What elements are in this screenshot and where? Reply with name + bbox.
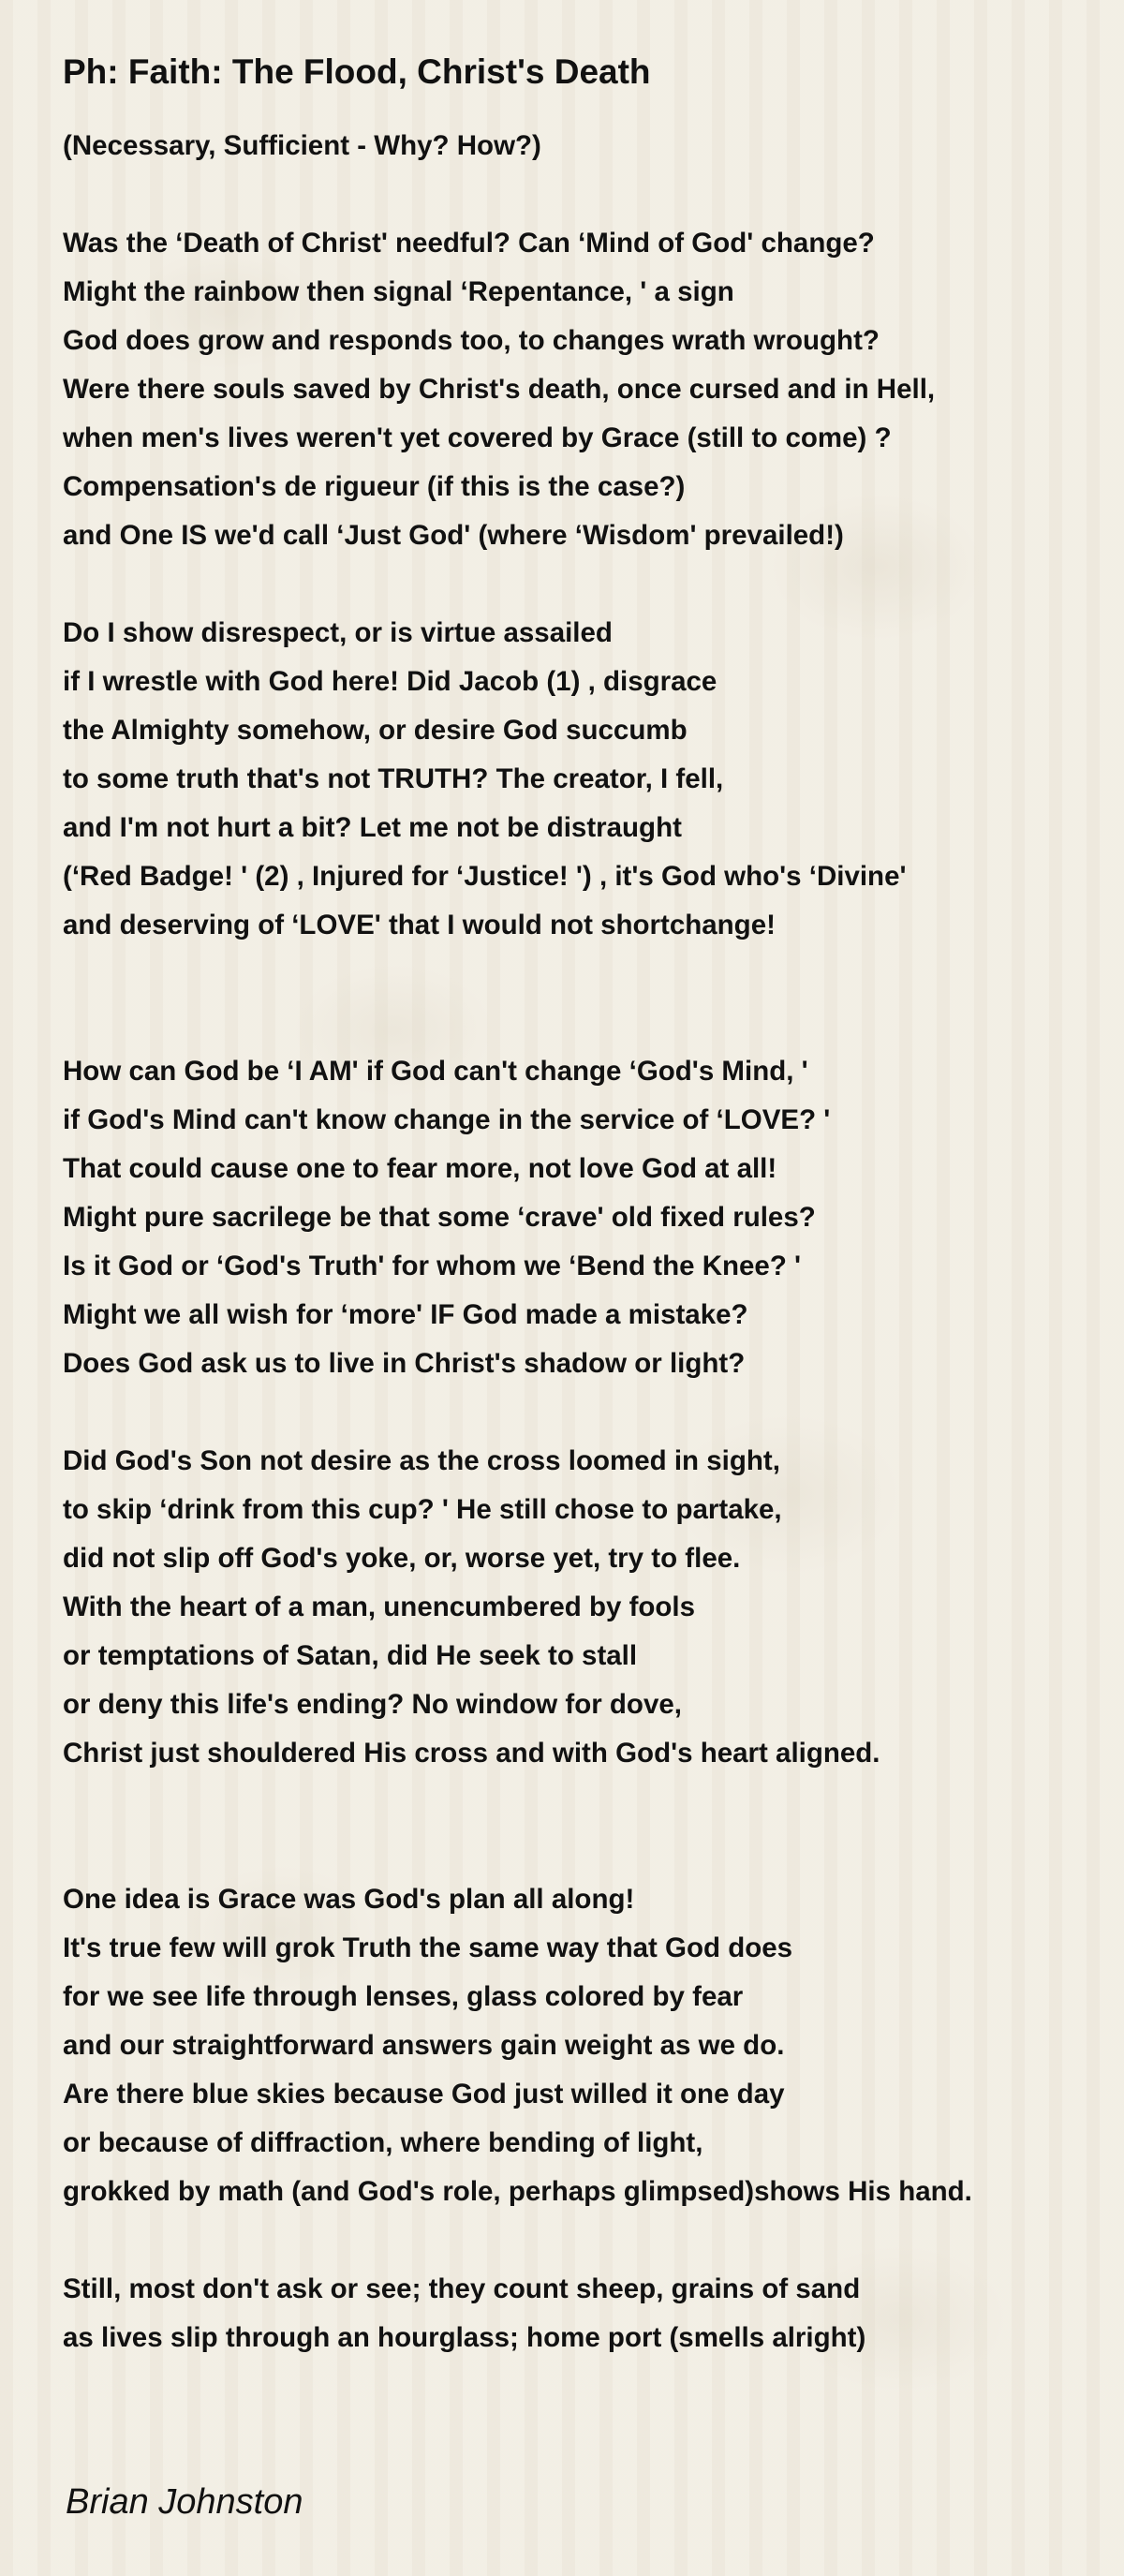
poem-line: Were there souls saved by Christ's death, once cursed and in Hell, bbox=[63, 374, 936, 405]
poem-line: Is it God or ‘God's Truth' for whom we ‘Bend the Knee? ' bbox=[63, 1251, 802, 1281]
poem-line: Might pure sacrilege be that some ‘crave' old fixed rules? bbox=[63, 1202, 816, 1233]
poem-line: or deny this life's ending? No window for dove, bbox=[63, 1689, 682, 1720]
stanza-break bbox=[63, 170, 1084, 219]
poem-page bbox=[63, 49, 1084, 2362]
poem-line: or temptations of Satan, did He seek to stall bbox=[63, 1640, 638, 1671]
poem-line: Do I show disrespect, or is virtue assailed bbox=[63, 617, 613, 648]
stanza-break bbox=[63, 950, 1084, 999]
poem-line: Might we all wish for ‘more' IF God made a mistake? bbox=[63, 1299, 748, 1330]
poem-line: Did God's Son not desire as the cross loomed in sight, bbox=[63, 1445, 780, 1476]
poem-line: How can God be ‘I AM' if God can't change ‘God's Mind, ' bbox=[63, 1056, 808, 1087]
poem-line: One idea is Grace was God's plan all along! bbox=[63, 1884, 635, 1915]
poem-line: as lives slip through an hourglass; home port (smells alright) bbox=[63, 2322, 866, 2353]
poem-line: or because of diffraction, where bending of light, bbox=[63, 2127, 703, 2158]
poem-line: Christ just shouldered His cross and with God's heart aligned. bbox=[63, 1738, 880, 1769]
poem-line: With the heart of a man, unencumbered by fools bbox=[63, 1591, 696, 1622]
poem-line: That could cause one to fear more, not love God at all! bbox=[63, 1153, 777, 1184]
stanza-break bbox=[63, 1388, 1084, 1437]
poem-line: if God's Mind can't know change in the service of ‘LOVE? ' bbox=[63, 1104, 831, 1135]
poem-line: grokked by math (and God's role, perhaps glimpsed)shows His hand. bbox=[63, 2176, 972, 2207]
poem-line: and One IS we'd call ‘Just God' (where ‘Wisdom' prevailed!) bbox=[63, 520, 844, 551]
stanza-break bbox=[63, 2216, 1084, 2265]
poem-line: to some truth that's not TRUTH? The creator, I fell, bbox=[63, 763, 724, 794]
poem-line: when men's lives weren't yet covered by Grace (still to come) ? bbox=[63, 422, 892, 453]
poem-line: Compensation's de rigueur (if this is the case?) bbox=[63, 471, 686, 502]
poem-line: Does God ask us to live in Christ's shadow or light? bbox=[63, 1348, 746, 1379]
poem-line: Still, most don't ask or see; they count sheep, grains of sand bbox=[63, 2273, 861, 2304]
poem-line: and deserving of ‘LOVE' that I would not shortchange! bbox=[63, 910, 776, 940]
poem-line: It's true few will grok Truth the same way that God does bbox=[63, 1932, 793, 1963]
poem-line: and our straightforward answers gain weight as we do. bbox=[63, 2030, 785, 2061]
poem-line: to skip ‘drink from this cup? ' He still chose to partake, bbox=[63, 1494, 782, 1525]
poem-line: if I wrestle with God here! Did Jacob (1) , disgrace bbox=[63, 666, 717, 697]
poem-line: Are there blue skies because God just willed it one day bbox=[63, 2079, 785, 2110]
poem-line: (‘Red Badge! ' (2) , Injured for ‘Justice! ') , it's God who's ‘Divine' bbox=[63, 861, 907, 892]
stanza-break bbox=[63, 1778, 1084, 1827]
poem-line: did not slip off God's yoke, or, worse yet, try to flee. bbox=[63, 1543, 741, 1574]
stanza-break bbox=[63, 560, 1084, 609]
stanza-break bbox=[63, 999, 1084, 1047]
poem-title: Ph: Faith: The Flood, Christ's Death bbox=[63, 52, 651, 91]
poem-line: (Necessary, Sufficient - Why? How?) bbox=[63, 130, 541, 161]
author-signature: Brian Johnston bbox=[66, 2482, 303, 2522]
poem-body bbox=[63, 122, 1084, 2362]
poem-line: for we see life through lenses, glass colored by fear bbox=[63, 1981, 744, 2012]
poem-line: Might the rainbow then signal ‘Repentance, ' a sign bbox=[63, 276, 734, 307]
poem-line: God does grow and responds too, to changes wrath wrought? bbox=[63, 325, 880, 356]
poem-line: the Almighty somehow, or desire God succumb bbox=[63, 715, 688, 746]
poem-line: Was the ‘Death of Christ' needful? Can ‘Mind of God' change? bbox=[63, 228, 875, 259]
stanza-break bbox=[63, 1827, 1084, 1875]
poem-line: and I'm not hurt a bit? Let me not be distraught bbox=[63, 812, 682, 843]
